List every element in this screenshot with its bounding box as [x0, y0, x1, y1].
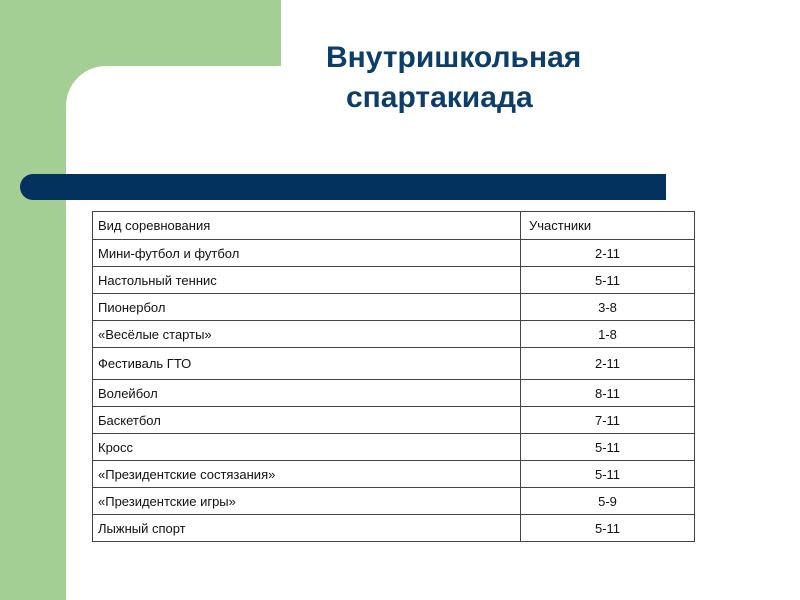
participants-range: 5-11: [521, 461, 695, 488]
participants-range: 3-8: [521, 294, 695, 321]
table-row: [93, 407, 695, 434]
participants-range: 5-11: [521, 267, 695, 294]
competition-name: Кросс: [93, 434, 521, 461]
table-row: [93, 380, 695, 407]
table-row: [93, 461, 695, 488]
competition-name: Волейбол: [93, 380, 521, 407]
competition-name: Фестиваль ГТО: [93, 348, 521, 380]
column-header-competition: Вид соревнования: [93, 212, 521, 240]
column-header-participants: Участники: [521, 212, 695, 240]
table-row: [93, 321, 695, 348]
decor-green-top-band: [0, 0, 281, 66]
competitions-table: [92, 211, 695, 542]
competition-name: Баскетбол: [93, 407, 521, 434]
participants-range: 2-11: [521, 240, 695, 267]
competition-name: «Весёлые старты»: [93, 321, 521, 348]
competition-name: Лыжный спорт: [93, 515, 521, 542]
decor-green-left-band: [0, 0, 66, 600]
participants-range: 7-11: [521, 407, 695, 434]
participants-range: 5-11: [521, 434, 695, 461]
competition-name: Мини-футбол и футбол: [93, 240, 521, 267]
competition-name: Настольный теннис: [93, 267, 521, 294]
slide-title: [326, 38, 686, 118]
participants-range: 1-8: [521, 321, 695, 348]
table-row: [93, 488, 695, 515]
table-row: [93, 240, 695, 267]
table-header-row: [93, 212, 695, 240]
competition-name: Пионербол: [93, 294, 521, 321]
participants-range: 2-11: [521, 348, 695, 380]
table-row: [93, 294, 695, 321]
slide-title-line-1: Внутришкольная: [326, 41, 582, 74]
participants-range: 8-11: [521, 380, 695, 407]
table-row: [93, 348, 695, 380]
decor-blue-bar: [20, 174, 666, 200]
table-row: [93, 515, 695, 542]
participants-range: 5-9: [521, 488, 695, 515]
competition-name: «Президентские игры»: [93, 488, 521, 515]
table-row: [93, 267, 695, 294]
table-row: [93, 434, 695, 461]
slide-title-line-2: спартакиада: [346, 81, 533, 114]
competition-name: «Президентские состязания»: [93, 461, 521, 488]
participants-range: 5-11: [521, 515, 695, 542]
